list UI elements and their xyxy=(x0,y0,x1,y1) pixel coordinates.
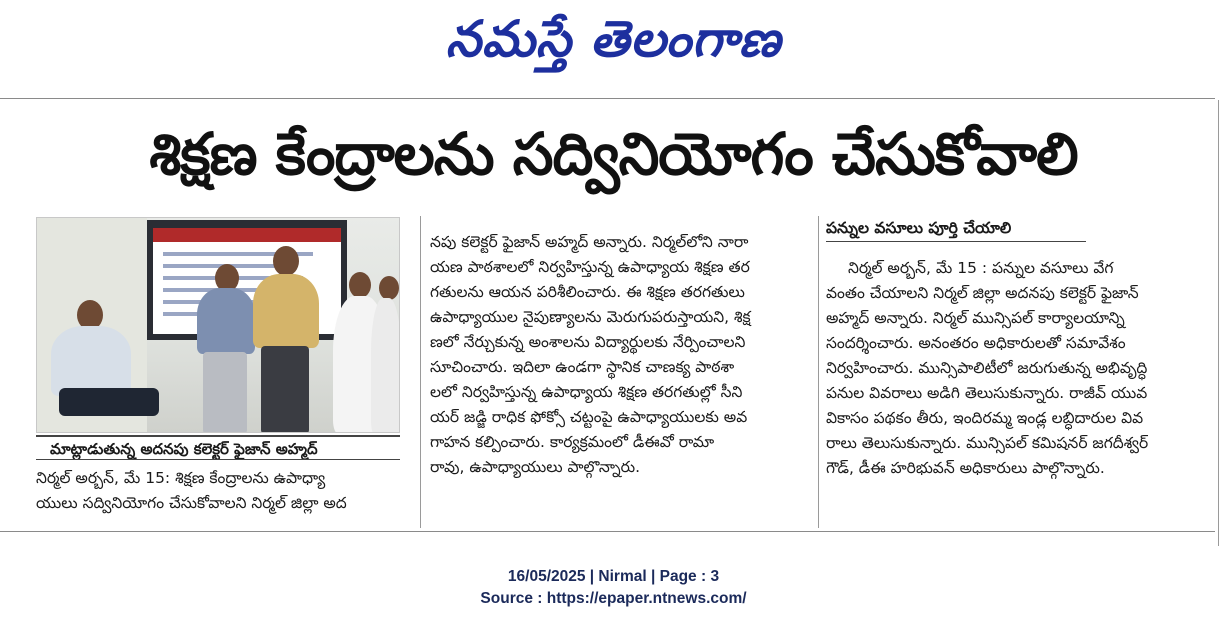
text-line: నిర్మల్ అర్బన్, మే 15 : పన్నుల వసూలు వేగ xyxy=(848,259,1114,277)
text-line: గాహన కల్పించారు. కార్యక్రమంలో డీఈవో రామా xyxy=(430,433,715,451)
text-line: యణ పాఠశాలలో నిర్వహిస్తున్న ఉపాధ్యాయ శిక్షణ తర xyxy=(430,258,750,276)
text-line: వికాసం పథకం తీరు, ఇందిరమ్మ ఇండ్ల లబ్ధిదారుల వివ xyxy=(826,409,1144,427)
text-line: పనుల వివరాలు అడిగి తెలుసుకున్నారు. రాజీవ్ యువ xyxy=(826,384,1148,402)
news-photo xyxy=(36,217,400,433)
footer-source-line: Source : https://epaper.ntnews.com/ xyxy=(480,590,747,607)
text-line: నపు కలెక్టర్ ఫైజాన్ అహ్మద్ అన్నారు. నిర్మల్‌లోని నారా xyxy=(430,233,749,251)
top-rule xyxy=(0,98,1215,99)
page-edge-rule xyxy=(1218,100,1219,546)
side-subheading: పన్నుల వసూలు పూర్తి చేయాలి xyxy=(826,214,1086,242)
bottom-rule xyxy=(0,531,1215,532)
text-line: నిర్మల్ అర్బన్, మే 15: శిక్షణ కేంద్రాలను ఉపాధ్యా xyxy=(36,469,326,487)
text-line: యులు సద్వినియోగం చేసుకోవాలని నిర్మల్ జిల్లా అద xyxy=(36,494,347,512)
text-line: గౌడ్, డీఈ హరిభువన్ అధికారులు పాల్గొన్నారు. xyxy=(826,459,1105,477)
text-line: యర్ జడ్జి రాధిక ఫోక్సో చట్టంపై ఉపాధ్యాయులకు అవ xyxy=(430,408,748,426)
column-divider xyxy=(818,216,819,528)
footer-date-line: 16/05/2025 | Nirmal | Page : 3 xyxy=(507,568,720,585)
text-line: అహ్మద్ అన్నారు. నిర్మల్ మున్సిపల్ కార్యాలయాన్ని xyxy=(826,309,1125,327)
article-column-left xyxy=(36,466,416,516)
text-line: రాలు తెలుసుకున్నారు. మున్సిపల్ కమిషనర్ జగదీశ్వర్ xyxy=(826,434,1149,452)
article-column-middle xyxy=(430,230,815,480)
photo-caption: మాట్లాడుతున్న అదనపు కలెక్టర్ ఫైజాన్ అహ్మద్ xyxy=(36,435,400,460)
text-line: ఉపాధ్యాయుల నైపుణ్యాలను మెరుగుపరుస్తాయని, శిక్ష xyxy=(430,308,751,326)
article-column-right xyxy=(826,256,1201,481)
text-line: ణలో నేర్చుకున్న అంశాలను విద్యార్థులకు నేర్పించాలని xyxy=(430,333,746,351)
text-line: గతులను ఆయన పరిశీలించారు. ఈ శిక్షణ తరగతులు xyxy=(430,283,745,301)
page-footer xyxy=(0,566,1227,610)
text-line: రావు, ఉపాధ్యాయులు పాల్గొన్నారు. xyxy=(430,458,641,476)
text-line: లలో నిర్వహిస్తున్న ఉపాధ్యాయ శిక్షణ తరగతుల్లో సీని xyxy=(430,383,743,401)
text-line: నిర్వహించారు. మున్సిపాలిటీలో జరుగుతున్న అభివృద్ధి xyxy=(826,359,1148,377)
headline: శిక్షణ కేంద్రాలను సద్వినియోగం చేసుకోవాలి xyxy=(149,120,1078,188)
masthead-logo: నమస్తే తెలంగాణ xyxy=(445,10,782,68)
text-line: సందర్శించారు. అనంతరం అధికారులతో సమావేశం xyxy=(826,334,1126,352)
text-line: వంతం చేయాలని నిర్మల్ జిల్లా అదనపు కలెక్టర్ ఫైజాన్ xyxy=(826,284,1139,302)
text-line: సూచించారు. ఇదిలా ఉండగా స్థానిక చాణక్య పాఠశా xyxy=(430,358,735,376)
column-divider xyxy=(420,216,421,528)
